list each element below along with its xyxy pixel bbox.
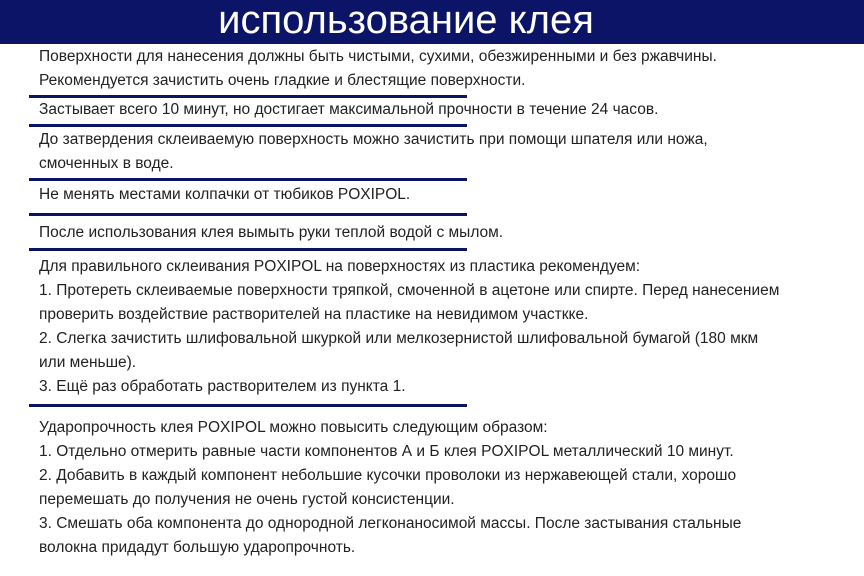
text-line: Поверхности для нанесения должны быть чистыми, сухими, обезжиренными и без ржавчины. — [39, 48, 717, 65]
text-line: 2. Слегка зачистить шлифовальной шкуркой или мелкозернистой шлифовальной бумагой (180 мкм — [39, 330, 759, 347]
text-line: 1. Отдельно отмерить равные части компонентов А и Б клея POXIPOL металлический 10 минут. — [39, 443, 734, 460]
text-line: Ударопрочность клея POXIPOL можно повысить следующим образом: — [39, 419, 548, 436]
text-line: 2. Добавить в каждый компонент небольшие кусочки проволоки из нержавеющей стали, хорошо — [39, 467, 737, 484]
text-line: Для правильного склеивания POXIPOL на поверхностях из пластика рекомендуем: — [39, 258, 641, 275]
text-line: 1. Протереть склеиваемые поверхности тряпкой, смоченной в ацетоне или спирте. Перед нанесением — [39, 282, 780, 299]
section-cleanup — [39, 128, 708, 176]
section-hand-wash — [39, 221, 503, 245]
section-impact-strength — [39, 416, 741, 560]
text-line: До затвердения склеиваемую поверхность можно зачистить при помощи шпателя или ножа, — [39, 131, 708, 148]
divider — [29, 178, 467, 181]
text-line: После использования клея вымыть руки теплой водой с мылом. — [39, 224, 504, 241]
section-plastic-bonding — [39, 255, 779, 399]
title-banner — [0, 0, 864, 44]
text-line: перемешать до получения не очень густой консистенции. — [39, 491, 455, 508]
text-line: 3. Смешать оба компонента до однородной легконаносимой массы. После застывания стальные — [39, 515, 742, 532]
divider — [29, 248, 467, 251]
text-line: Не менять местами колпачки от тюбиков POXIPOL. — [39, 186, 411, 203]
section-surface-prep — [39, 45, 717, 93]
divider — [29, 213, 467, 216]
text-line: 3. Ещё раз обработать растворителем из пункта 1. — [39, 378, 406, 395]
text-line: смоченных в воде. — [39, 155, 174, 172]
section-curing-time — [39, 98, 658, 122]
divider — [29, 124, 467, 127]
text-line: Застывает всего 10 минут, но достигает максимальной прочности в течение 24 часов. — [39, 101, 659, 118]
text-line: Рекомендуется зачистить очень гладкие и блестящие поверхности. — [39, 72, 526, 89]
text-line: проверить воздействие растворителей на пластике на невидимом участкке. — [39, 306, 589, 323]
text-line: волокна придадут большую ударопрочноть. — [39, 539, 356, 556]
page-title: использование клея — [218, 0, 594, 42]
text-line: или меньше). — [39, 354, 137, 371]
section-caps — [39, 183, 410, 207]
divider — [29, 404, 467, 407]
